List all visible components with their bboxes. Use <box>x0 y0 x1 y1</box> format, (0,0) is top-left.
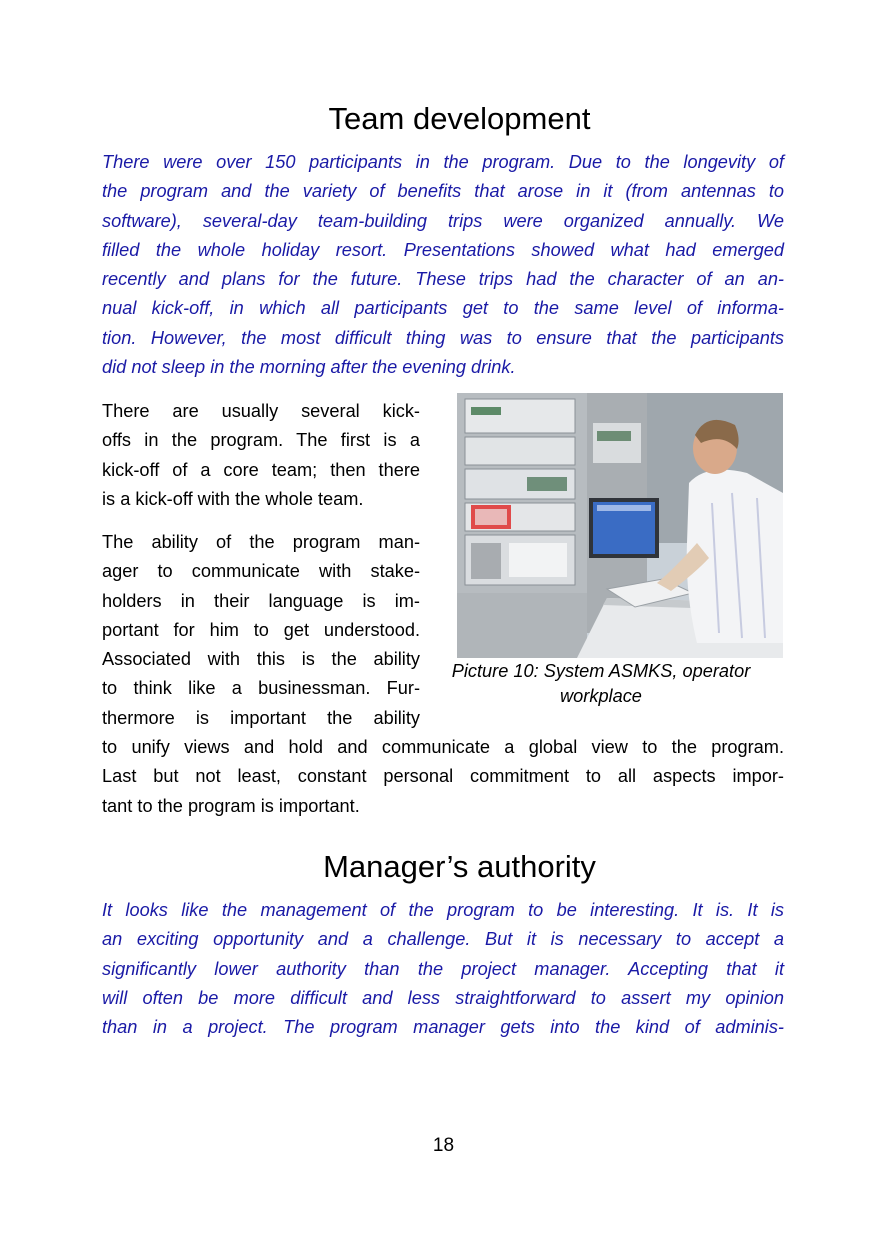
text-line: Associated with this is the ability <box>102 649 420 670</box>
text-line: filled the whole holiday resort. Presentations showed what had emerged <box>102 239 784 260</box>
page-number: 18 <box>432 1135 455 1156</box>
text-line: ager to communicate with stake- <box>102 561 420 582</box>
text-line: Last but not least, constant personal commitment to all aspects impor- <box>102 766 784 787</box>
text-line: portant for him to get understood. <box>102 619 420 640</box>
figure-caption <box>422 659 780 709</box>
text-line: tion. However, the most difficult thing was to ensure that the participants <box>102 327 784 348</box>
text-line: thermore is important the ability <box>102 707 420 728</box>
text-line: did not sleep in the morning after the evening drink. <box>102 357 516 378</box>
text-line: nual kick-off, in which all participants get to the same level of informa- <box>102 298 784 319</box>
text-line: the program and the variety of benefits that arose in it (from antennas to <box>102 181 784 202</box>
text-line: significantly lower authority than the project manager. Accepting that it <box>102 958 784 979</box>
text-line: to think like a businessman. Fur- <box>102 678 420 699</box>
text-line: It looks like the management of the program to be interesting. It is. It is <box>102 900 784 920</box>
figure-caption-line1: Picture 10: System ASMKS, operator <box>451 661 751 681</box>
ability-paragraph-continued <box>102 733 784 821</box>
text-line: kick-off of a core team; then there <box>102 459 420 480</box>
kickoff-paragraph <box>102 397 420 514</box>
section-title-team-development: Team development <box>328 101 591 136</box>
text-line: There are usually several kick- <box>102 401 420 421</box>
text-line: There were over 150 participants in the program. Due to the longevity of <box>102 152 784 172</box>
text-line: The ability of the program man- <box>102 532 420 552</box>
managers-authority-intro <box>102 896 784 1042</box>
text-line: recently and plans for the future. These trips had the character of an an- <box>102 269 784 290</box>
text-line: to unify views and hold and communicate a global view to the program. <box>102 737 784 757</box>
text-line: tant to the program is important. <box>102 795 360 816</box>
text-line: software), several-day team-building trips were organized annually. We <box>102 210 784 231</box>
section-title-managers-authority: Manager’s authority <box>323 849 596 884</box>
text-line: than in a project. The program manager gets into the kind of adminis- <box>102 1017 784 1038</box>
figure-caption-line2: workplace <box>560 686 642 706</box>
text-line: offs in the program. The first is a <box>102 430 420 451</box>
photo-illustration <box>457 393 783 658</box>
text-line: will often be more difficult and less straightforward to assert my opinion <box>102 987 784 1008</box>
operator-workplace-photo <box>457 393 783 658</box>
team-development-intro <box>102 148 784 382</box>
text-line: is a kick-off with the whole team. <box>102 488 364 509</box>
ability-paragraph <box>102 528 420 733</box>
text-line: holders in their language is im- <box>102 590 420 611</box>
text-line: an exciting opportunity and a challenge. But it is necessary to accept a <box>102 929 784 950</box>
